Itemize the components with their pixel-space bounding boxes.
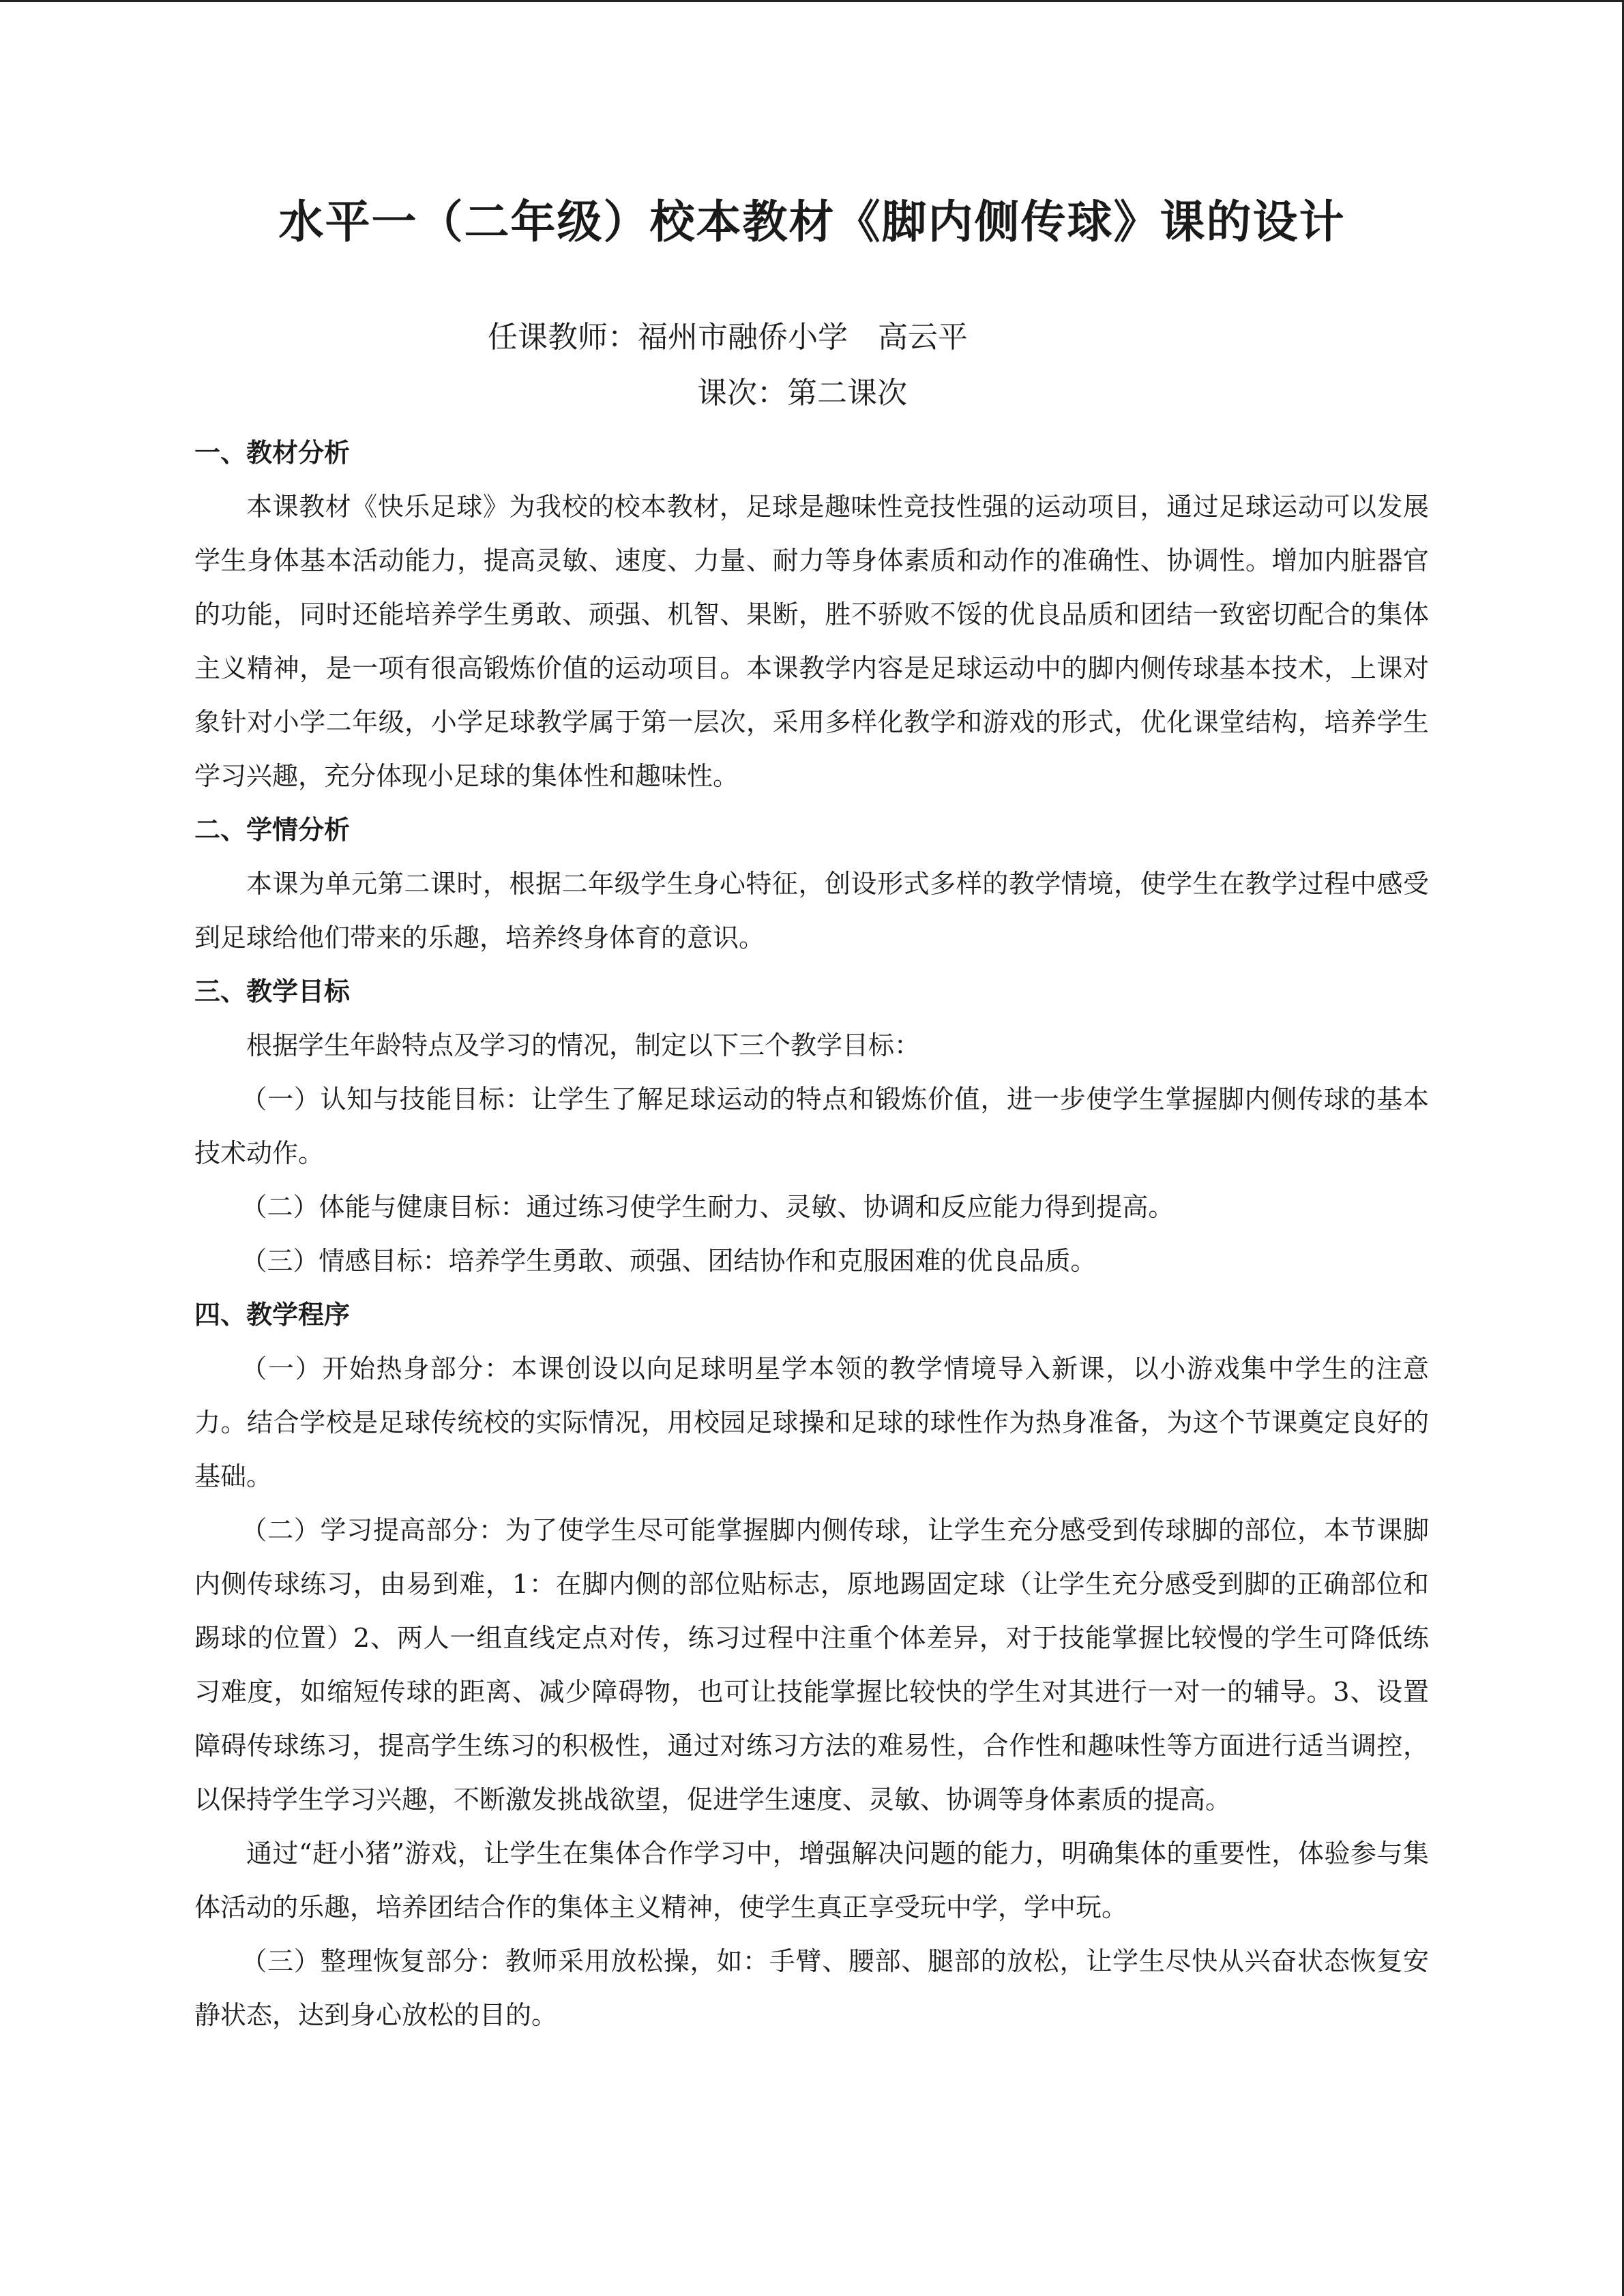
lesson-line: 课次：第二课次: [697, 376, 907, 411]
paragraph: 根据学生年龄特点及学习的情况，制定以下三个教学目标：: [246, 1030, 921, 1060]
section-heading-teaching-procedure: 四、教学程序: [194, 1300, 351, 1330]
page-border-top: [0, 0, 1624, 2]
document-body: [194, 426, 1429, 2042]
teacher-line: 任课教师：福州市融侨小学 高云平: [488, 320, 968, 355]
document-title: 水平一（二年级）校本教材《脚内侧传球》课的设计: [278, 196, 1346, 248]
procedure-item: （二）学习提高部分：为了使学生尽可能掌握脚内侧传球，让学生充分感受到传球脚的部位，本节课脚内侧传球练习，由易到难，1：在脚内侧的部位贴标志，原地踢固定球（让学生充分感受到脚的正确部位和踢球的位置）2、两人一组直线定点对传，练习过程中注重个体差异，对于技能掌握比较慢的学生可降低练习难度，如缩短传球的距离、减少障碍物，也可让技能掌握比较快的学生对其进行一对一的辅导。3、设置障碍传球练习，提高学生练习的积极性，通过对练习方法的难易性，合作性和趣味性等方面进行适当调控，以保持学生学习兴趣，不断激发挑战欲望，促进学生速度、灵敏、协调等身体素质的提高。: [194, 1515, 1429, 1815]
paragraph: 通过“赶小猪”游戏，让学生在集体合作学习中，增强解决问题的能力，明确集体的重要性，体验参与集体活动的乐趣，培养团结合作的集体主义精神，使学生真正享受玩中学，学中玩。: [194, 1838, 1429, 1922]
section-heading-teaching-objectives: 三、教学目标: [194, 976, 351, 1007]
objective-item: （三）情感目标：培养学生勇敢、顽强、团结协作和克服困难的优良品质。: [241, 1246, 1097, 1276]
objective-item: （二）体能与健康目标：通过练习使学生耐力、灵敏、协调和反应能力得到提高。: [241, 1192, 1175, 1222]
procedure-item: （三）整理恢复部分：教师采用放松操，如：手臂、腰部、腿部的放松，让学生尽快从兴奋状态恢复安静状态，达到身心放松的目的。: [194, 1946, 1429, 2030]
section-heading-student-analysis: 二、学情分析: [194, 815, 351, 845]
paragraph: 本课为单元第二课时，根据二年级学生身心特征，创设形式多样的教学情境，使学生在教学过程中感受到足球给他们带来的乐趣，培养终身体育的意识。: [194, 869, 1429, 953]
objective-item: （一）认知与技能目标：让学生了解足球运动的特点和锻炼价值，进一步使学生掌握脚内侧传球的基本技术动作。: [194, 1084, 1429, 1168]
paragraph: 本课教材《快乐足球》为我校的校本教材，足球是趣味性竞技性强的运动项目，通过足球运动可以发展学生身体基本活动能力，提高灵敏、速度、力量、耐力等身体素质和动作的准确性、协调性。增加内脏器官的功能，同时还能培养学生勇敢、顽强、机智、果断，胜不骄败不馁的优良品质和团结一致密切配合的集体主义精神，是一项有很高锻炼价值的运动项目。本课教学内容是足球运动中的脚内侧传球基本技术，上课对象针对小学二年级，小学足球教学属于第一层次，采用多样化教学和游戏的形式，优化课堂结构，培养学生学习兴趣，充分体现小足球的集体性和趣味性。: [194, 492, 1429, 791]
procedure-item: （一）开始热身部分：本课创设以向足球明星学本领的教学情境导入新课，以小游戏集中学生的注意力。结合学校是足球传统校的实际情况，用校园足球操和足球的球性作为热身准备，为这个节课奠定良好的基础。: [194, 1354, 1429, 1491]
section-heading-material-analysis: 一、教材分析: [194, 438, 351, 468]
